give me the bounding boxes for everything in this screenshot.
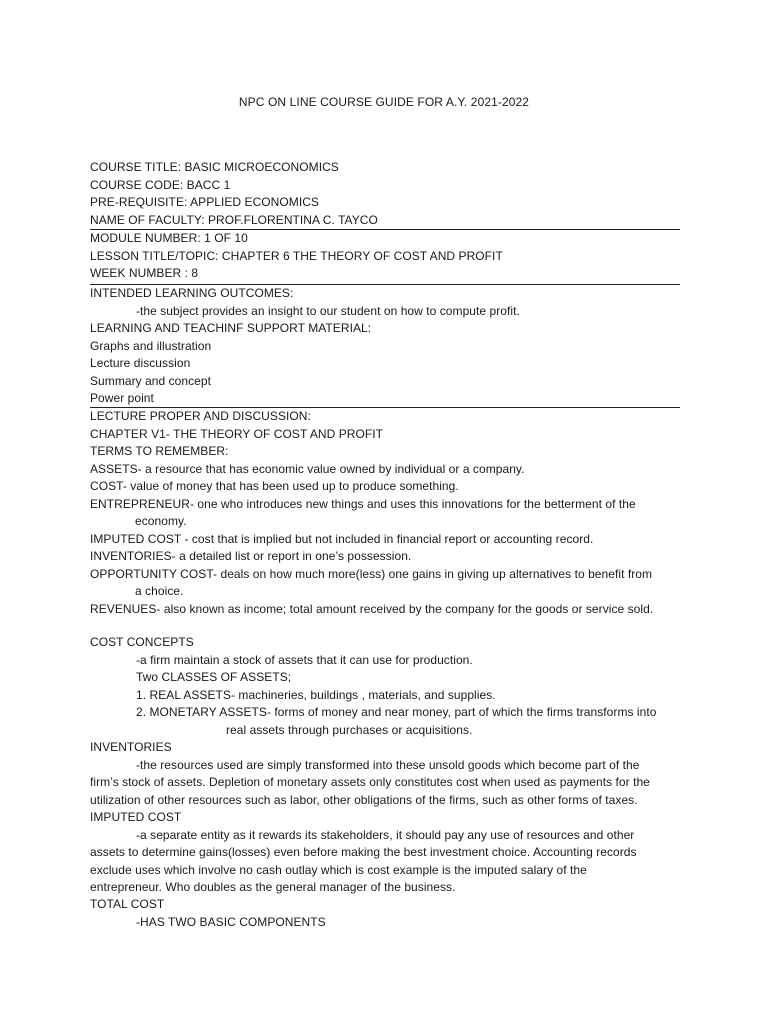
lecture-heading: LECTURE PROPER AND DISCUSSION: — [90, 409, 311, 423]
material-item: Lecture discussion — [90, 356, 191, 370]
inventories-text: -the resources used are simply transformed into these unsold goods which become part of the — [136, 757, 640, 772]
module-info-block — [90, 230, 680, 283]
total-cost-text: -HAS TWO BASIC COMPONENTS — [136, 914, 326, 929]
week-number: WEEK NUMBER : 8 — [90, 266, 199, 280]
cost-concepts-block — [90, 634, 680, 739]
term-entrepreneur: ENTREPRENEUR- one who introduces new things and uses this innovations for the betterment of the — [90, 496, 636, 511]
imputed-cost-text: exclude uses which involve no cash outlay which is cost example is the imputed salary of the — [90, 862, 587, 877]
term-cost: COST- value of money that has been used up to produce something. — [90, 479, 459, 493]
module-number: MODULE NUMBER: 1 OF 10 — [90, 231, 248, 245]
material-item: Graphs and illustration — [90, 338, 212, 353]
inventories-block — [90, 739, 680, 809]
cost-concepts-text: Two CLASSES OF ASSETS; — [136, 670, 292, 684]
term-imputed-cost: IMPUTED COST - cost that is implied but not included in financial report or accounting record. — [90, 531, 594, 546]
term-opportunity-cost-cont: a choice. — [135, 584, 184, 598]
lecture-block — [90, 408, 680, 618]
total-cost-heading: TOTAL COST — [90, 897, 165, 911]
inventories-text: firm’s stock of assets. Depletion of monetary assets only constitutes cost when used as payments for the — [90, 775, 650, 789]
pre-requisite: PRE-REQUISITE: APPLIED ECONOMICS — [90, 195, 319, 209]
terms-heading: TERMS TO REMEMBER: — [90, 444, 229, 458]
cost-concepts-text: -a firm maintain a stock of assets that it can use for production. — [136, 652, 473, 667]
outcomes-block — [90, 285, 680, 408]
cost-concepts-text: real assets through purchases or acquisitions. — [226, 722, 473, 737]
total-cost-block — [90, 896, 680, 931]
imputed-cost-text: entrepreneur. Who doubles as the general manager of the business. — [90, 880, 456, 894]
term-assets: ASSETS- a resource that has economic value owned by individual or a company. — [90, 461, 525, 476]
term-entrepreneur-cont: economy. — [135, 514, 187, 528]
material-item: Summary and concept — [90, 373, 212, 388]
outcomes-heading: INTENDED LEARNING OUTCOMES: — [90, 286, 294, 300]
cost-concepts-heading: COST CONCEPTS — [90, 635, 194, 649]
imputed-cost-text: -a separate entity as it rewards its stakeholders, it should pay any use of resources and other — [136, 827, 635, 842]
document-title: NPC ON LINE COURSE GUIDE FOR A.Y. 2021-2022 — [238, 95, 530, 109]
term-inventories: INVENTORIES- a detailed list or report in one’s possession. — [90, 549, 412, 563]
lesson-title: LESSON TITLE/TOPIC: CHAPTER 6 THE THEORY OF COST AND PROFIT — [90, 248, 503, 263]
chapter-title: CHAPTER V1- THE THEORY OF COST AND PROFIT — [90, 426, 383, 441]
course-code: COURSE CODE: BACC 1 — [90, 177, 231, 192]
cost-concepts-text: 1. REAL ASSETS- machineries, buildings , materials, and supplies. — [136, 687, 496, 702]
term-revenues: REVENUES- also known as income; total amount received by the company for the goods or service sold. — [90, 601, 654, 616]
faculty-name: NAME OF FACULTY: PROF.FLORENTINA C. TAYCO — [90, 212, 378, 227]
cost-concepts-text: 2. MONETARY ASSETS- forms of money and near money, part of which the firms transforms into — [136, 705, 657, 719]
inventories-text: utilization of other resources such as labor, other obligations of the firms, such as other forms of taxes. — [90, 792, 638, 807]
materials-heading: LEARNING AND TEACHINF SUPPORT MATERIAL: — [90, 321, 372, 335]
imputed-cost-block — [90, 809, 680, 897]
material-item: Power point — [90, 391, 154, 405]
term-opportunity-cost: OPPORTUNITY COST- deals on how much more(less) one gains in giving up alternatives to benefit from — [90, 566, 653, 581]
inventories-heading: INVENTORIES — [90, 740, 172, 754]
course-title: COURSE TITLE: BASIC MICROECONOMICS — [90, 160, 339, 174]
course-info-block — [90, 159, 680, 229]
outcomes-text: -the subject provides an insight to our student on how to compute profit. — [136, 303, 520, 318]
imputed-cost-text: assets to determine gains(losses) even before making the best investment choice. Accounting records — [90, 845, 637, 859]
imputed-cost-heading: IMPUTED COST — [90, 810, 182, 824]
